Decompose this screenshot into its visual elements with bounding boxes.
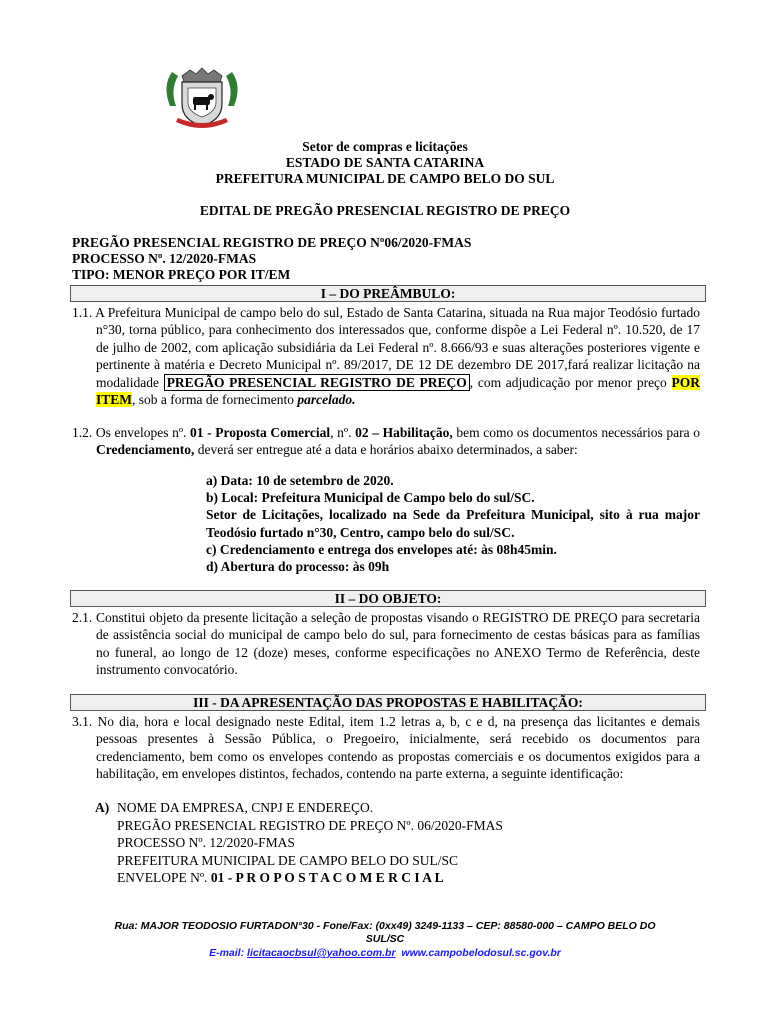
prefecture-heading: PREFEITURA MUNICIPAL DE CAMPO BELO DO SUL: [215, 171, 555, 186]
paragraph-1-1-text-a: 1.1. A Prefeitura Municipal de campo belo do sul, Estado de Santa Catarina, situada na Rua major Teodósio furtado n°30, torna público, para conhecimento dos interessados que, conforme dispõe a Lei Federal nº. 10.520, de 17 de julho de 2002, com aplicação subsidiária da Lei Federal nº. 8.666/93 e suas alterações posteriores vigente e pertinente à matéria e Decreto Municipal nº. 89/2017, DE 12 DE dezembro DE 2017,fará realizar licitação na modalidade: [72, 305, 700, 390]
paragraph-1-2-text-a2: , nº.: [330, 425, 356, 440]
edital-title: EDITAL DE PREGÃO PRESENCIAL REGISTRO DE PREÇO: [199, 203, 571, 218]
envelope-proposta-comercial: 01 - P R O P O S T A C O M E R C I A L: [210, 870, 444, 885]
parcelado-text: parcelado.: [297, 392, 356, 408]
envelope-line-last: [117, 869, 677, 887]
paragraph-3-1: 3.1. No dia, hora e local designado neste Edital, item 1.2 letras a, b, c e d, na presença das licitantes e demais pessoas presentes à Sessão Pública, o Pregoeiro, inicialmente, será recebido os documentos para credenciamento, bem como os envelopes contendo as propostas comerciais e os documentos exigidos para a habilitação, em envelopes distintos, fechados, contendo na parte externa, a seguinte identificação:: [72, 714, 700, 782]
paragraph-1-2: [72, 424, 700, 459]
envelope-line: PROCESSO Nº. 12/2020-FMAS: [117, 835, 295, 850]
info-data: a) Data: 10 de setembro de 2020.: [206, 473, 394, 488]
info-local: b) Local: Prefeitura Municipal de Campo belo do sul/SC.: [206, 490, 535, 505]
paragraph-2-1: 2.1. Constitui objeto da presente licitação a seleção de propostas visando o REGISTRO DE PREÇO para secretaria de assistência social do municipal de campo belo do sul, para fornecimento de cestas básicas para as famílias no funeral, ao longo de 12 (doze) meses, conforme especificações no ANEXO Termo de Referência, deste instrumento convocatório.: [72, 610, 700, 678]
por-item-highlight: POR ITEM: [96, 374, 700, 408]
section-objeto-heading: II – DO OBJETO:: [70, 590, 706, 607]
envelope-prefix: ENVELOPE Nº.: [117, 870, 211, 885]
state-heading: ESTADO DE SANTA CATARINA: [285, 155, 485, 170]
paragraph-1-2-text-a: 1.2. Os envelopes nº.: [72, 425, 191, 440]
sector-heading: Setor de compras e licitações: [302, 139, 468, 154]
paragraph-1-2-text-a4: deverá ser entregue até a data e horários abaixo determinados, a saber:: [194, 442, 578, 458]
footer-contacts: [0, 947, 770, 960]
info-credenciamento: c) Credenciamento e entrega dos envelopes até: às 08h45min.: [206, 542, 557, 557]
envelope-line: PREGÃO PRESENCIAL REGISTRO DE PREÇO Nº. 06/2020-FMAS: [117, 817, 503, 833]
credenciamento-label: Credenciamento,: [96, 442, 195, 458]
envelope-line: NOME DA EMPRESA, CNPJ E ENDEREÇO.: [117, 800, 374, 815]
footer-address: Rua: MAJOR TEODOSIO FURTADON°30 - Fone/Fax: (0xx49) 3249-1133 – CEP: 88580-000 – CAMPO BELO DO: [114, 920, 656, 932]
info-setor: Setor de Licitações, localizado na Sede da Prefeitura Municipal, sito à rua major Teodósio furtado n°30, Centro, campo belo do sul/SC.: [206, 507, 700, 540]
envelope-line: PREFEITURA MUNICIPAL DE CAMPO BELO DO SUL/SC: [117, 852, 459, 868]
email-link[interactable]: licitacaocbsul@yahoo.com.br: [247, 947, 396, 959]
modalidade-box: PREGÃO PRESENCIAL REGISTRO DE PREÇO: [164, 374, 470, 391]
proposta-comercial-label: 01 - Proposta Comercial: [190, 425, 331, 440]
pregao-number: PREGÃO PRESENCIAL REGISTRO DE PREÇO Nº06/2020-FMAS: [72, 235, 472, 250]
envelope-label: A): [95, 800, 110, 815]
email-label: E-mail:: [209, 947, 248, 959]
paragraph-1-2-text-a3: bem como os documentos necessários para o: [452, 425, 701, 440]
section-preambulo-heading: I – DO PREÂMBULO:: [70, 285, 706, 302]
processo-number: PROCESSO Nº. 12/2020-FMAS: [72, 251, 257, 266]
footer-address-cont: SUL/SC: [365, 933, 405, 945]
paragraph-1-1-text-c: , sob a forma de fornecimento: [132, 392, 298, 408]
section-apresentacao-heading: III - DA APRESENTAÇÃO DAS PROPOSTAS E HABILITAÇÃO:: [70, 694, 706, 711]
municipal-coat-of-arms-icon: [160, 64, 244, 134]
habilitacao-label: 02 – Habilitação,: [355, 425, 453, 440]
tipo-label: TIPO: MENOR PREÇO POR IT/EM: [72, 267, 291, 282]
website-link[interactable]: www.campobelodosul.sc.gov.br: [401, 947, 561, 959]
paragraph-1-1-text-b: , com adjudicação por menor preço: [469, 374, 672, 390]
envelope-body: [117, 799, 677, 887]
info-abertura: d) Abertura do processo: às 09h: [206, 559, 390, 574]
paragraph-1-1: [72, 304, 700, 408]
